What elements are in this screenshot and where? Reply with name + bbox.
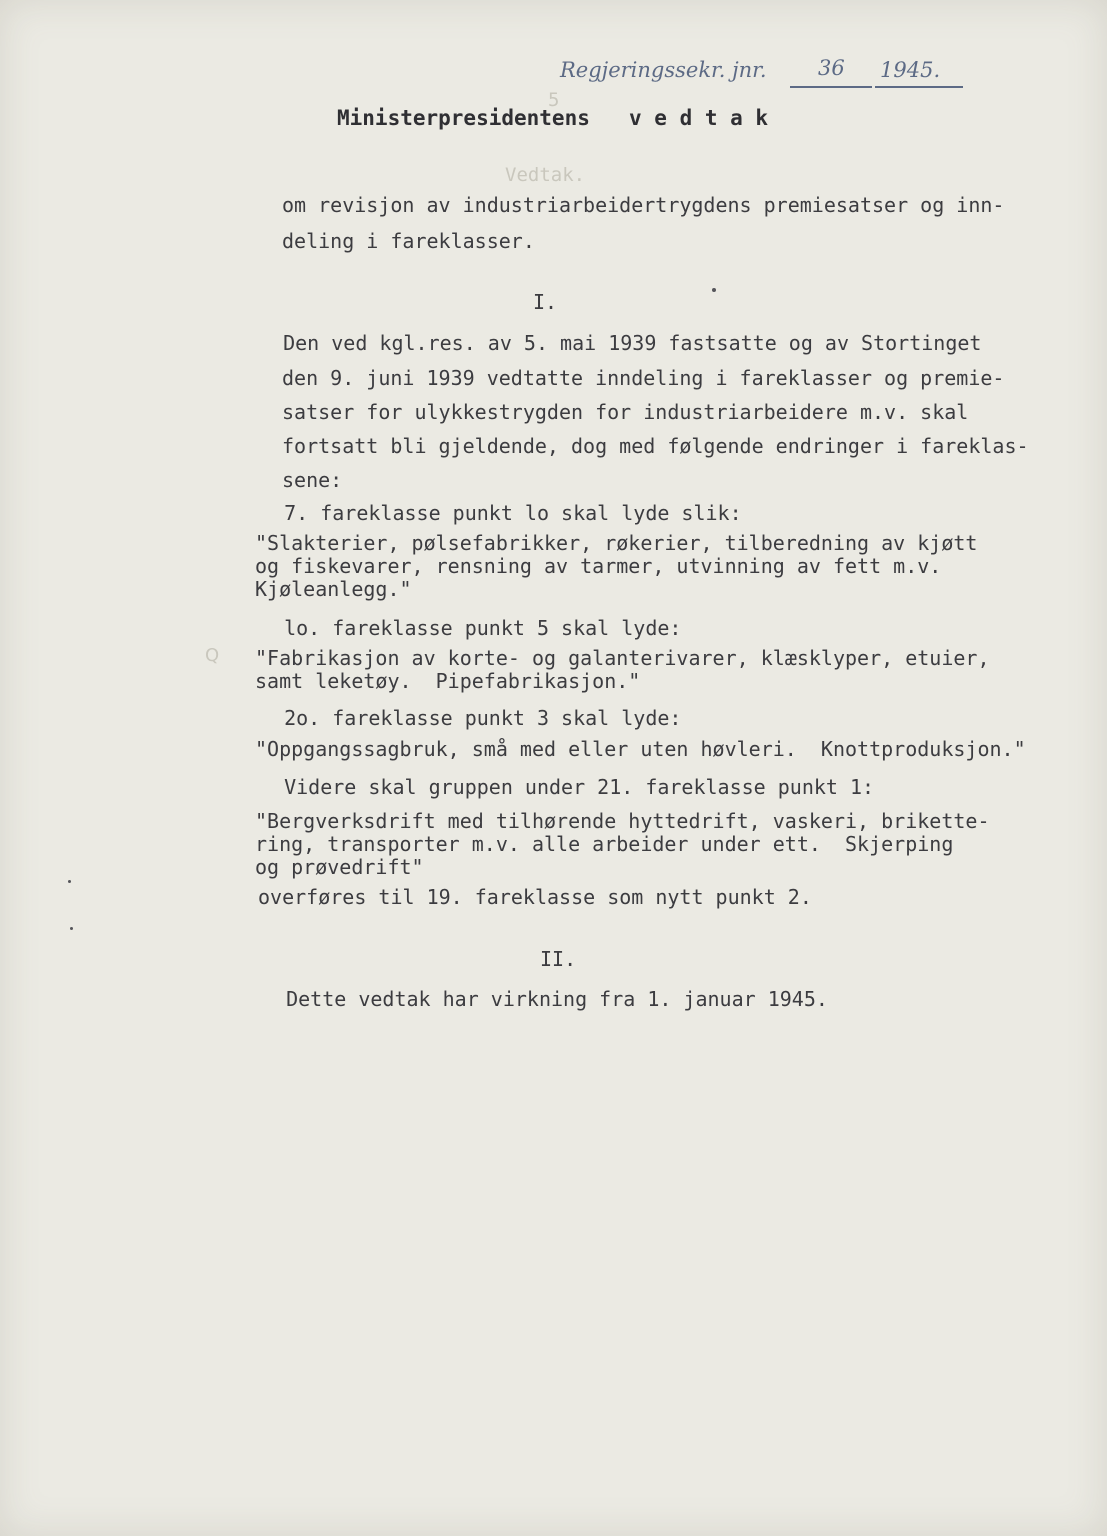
subtitle-line-2: deling i fareklasser. [282, 229, 535, 253]
amendment-3-heading: 2o. fareklasse punkt 3 skal lyde: [260, 706, 682, 730]
group-line-2: ring, transporter m.v. alle arbeider under ett. Skjerping [255, 832, 954, 856]
margin-speck [70, 927, 73, 930]
transfer-line: overføres til 19. fareklasse som nytt punkt 2. [258, 885, 812, 909]
faint-page-number: 5 [548, 89, 560, 111]
group-line-3: og prøvedrift" [255, 855, 424, 879]
intro-line-2: den 9. juni 1939 vedtatte inndeling i fareklasser og premie- [282, 366, 1005, 390]
section-2-numeral: II. [540, 947, 577, 971]
intro-line-4: fortsatt bli gjeldende, dog med følgende endringer i fareklas- [282, 434, 1029, 458]
intro-line-1: Den ved kgl.res. av 5. mai 1939 fastsatte og av Stortinget [259, 331, 982, 355]
amendment-3-line-1: "Oppgangssagbruk, små med eller uten høvleri. Knottproduksjon." [255, 737, 1026, 761]
title-right: v e d t a k [629, 106, 769, 130]
amendment-1-heading: 7. fareklasse punkt lo skal lyde slik: [260, 501, 742, 525]
registry-number-underline [790, 86, 872, 88]
struck-heading: Vedtak. [505, 164, 586, 186]
registry-label: Regjeringssekr. jnr. [560, 58, 767, 82]
margin-speck [68, 880, 71, 883]
group-heading: Videre skal gruppen under 21. fareklasse punkt 1: [260, 775, 875, 799]
amendment-2-heading: lo. fareklasse punkt 5 skal lyde: [260, 616, 682, 640]
title-left: Ministerpresidentens [337, 106, 590, 130]
group-line-1: "Bergverksdrift med tilhørende hyttedrift, vaskeri, brikette- [255, 809, 990, 833]
section-2-text: Dette vedtak har virkning fra 1. januar 1945. [262, 987, 828, 1011]
faint-bleed-mark: Q [205, 645, 220, 666]
amendment-1-line-3: Kjøleanlegg." [255, 577, 412, 601]
amendment-1-line-1: "Slakterier, pølsefabrikker, røkerier, tilberedning av kjøtt [255, 531, 978, 555]
registry-year: 1945. [880, 58, 941, 82]
registry-number: 36 [818, 56, 845, 80]
section-1-numeral: I. [533, 290, 558, 314]
ink-speck [712, 288, 716, 292]
amendment-1-line-2: og fiskevarer, rensning av tarmer, utvinning av fett m.v. [255, 554, 942, 578]
intro-line-5: sene: [282, 468, 343, 492]
amendment-2-line-2: samt leketøy. Pipefabrikasjon." [255, 669, 641, 693]
registry-year-underline [875, 86, 963, 88]
intro-line-3: satser for ulykkestrygden for industriarbeidere m.v. skal [282, 400, 969, 424]
subtitle-line-1: om revisjon av industriarbeidertrygdens premiesatser og inn- [282, 193, 1005, 217]
amendment-2-line-1: "Fabrikasjon av korte- og galanterivarer, klæsklyper, etuier, [255, 646, 990, 670]
